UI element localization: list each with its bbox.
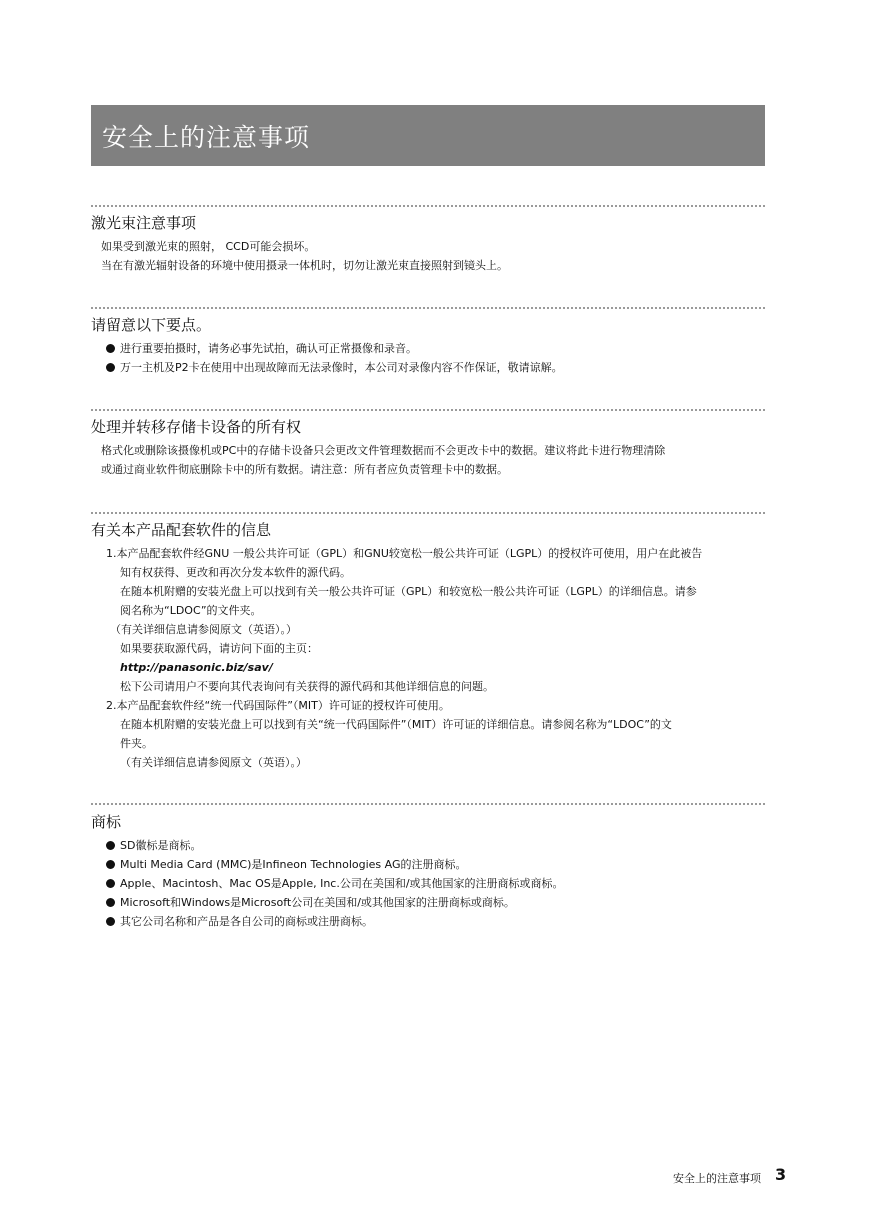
page-number: 3 bbox=[775, 1165, 787, 1184]
bullet-icon bbox=[106, 363, 115, 372]
software-line-3: 在随本机附赠的安装光盘上可以找到有关一般公共许可证（GPL）和较宽松一般公共许可证（LGPL）的详细信息。请参 bbox=[120, 585, 697, 598]
section-title-ownership: 处理并转移存储卡设备的所有权 bbox=[91, 418, 302, 436]
page-title: 安全上的注意事项 bbox=[102, 123, 311, 152]
section-divider bbox=[91, 409, 765, 411]
list-item: SD徽标是商标。 bbox=[106, 836, 564, 855]
source-code-link[interactable]: http://panasonic.biz/sav/ bbox=[120, 661, 273, 674]
list-item: 万一主机及P2卡在使用中出现故障而无法录像时，本公司对录像内容不作保证，敬请谅解。 bbox=[106, 358, 563, 377]
section-title-software: 有关本产品配套软件的信息 bbox=[91, 521, 272, 539]
section-title-notes: 请留意以下要点。 bbox=[91, 316, 212, 334]
laser-line-2: 当在有激光辐射设备的环境中使用摄录一体机时，切勿让激光束直接照射到镜头上。 bbox=[101, 259, 508, 272]
bullet-icon bbox=[106, 344, 115, 353]
bullet-icon bbox=[106, 917, 115, 926]
software-line-11: 件夹。 bbox=[120, 737, 153, 750]
trademarks-list bbox=[106, 836, 564, 931]
list-item: Microsoft和Windows是Microsoft公司在美国和/或其他国家的注册商标或商标。 bbox=[106, 893, 564, 912]
software-line-4: 阅名称为“LDOC”的文件夹。 bbox=[120, 604, 262, 617]
software-line-2: 知有权获得、更改和再次分发本软件的源代码。 bbox=[120, 566, 351, 579]
notes-list bbox=[106, 339, 563, 377]
ownership-line-1: 格式化或删除该摄像机或PC中的存储卡设备只会更改文件管理数据而不会更改卡中的数据。建议将此卡进行物理清除 bbox=[101, 444, 666, 457]
section-title-laser: 激光束注意事项 bbox=[91, 214, 197, 232]
section-divider bbox=[91, 205, 765, 207]
bullet-icon bbox=[106, 841, 115, 850]
software-line-1: 1.本产品配套软件经GNU 一般公共许可证（GPL）和GNU较宽松一般公共许可证（LGPL）的授权许可使用，用户在此被告 bbox=[106, 547, 703, 560]
bullet-icon bbox=[106, 898, 115, 907]
list-item: 其它公司名称和产品是各自公司的商标或注册商标。 bbox=[106, 912, 564, 931]
footer-section-label: 安全上的注意事项 bbox=[673, 1172, 761, 1185]
page-title-banner bbox=[91, 105, 765, 166]
ownership-line-2: 或通过商业软件彻底删除卡中的所有数据。请注意：所有者应负责管理卡中的数据。 bbox=[101, 463, 508, 476]
list-item: Multi Media Card (MMC)是Infineon Technologies AG的注册商标。 bbox=[106, 855, 564, 874]
software-line-5: （有关详细信息请参阅原文（英语）。） bbox=[110, 623, 297, 636]
software-line-8: 松下公司请用户不要向其代表询问有关获得的源代码和其他详细信息的问题。 bbox=[120, 680, 494, 693]
software-line-6: 如果要获取源代码，请访问下面的主页： bbox=[120, 642, 318, 655]
section-divider bbox=[91, 307, 765, 309]
list-item: Apple、Macintosh、Mac OS是Apple, Inc.公司在美国和/或其他国家的注册商标或商标。 bbox=[106, 874, 564, 893]
section-divider bbox=[91, 803, 765, 805]
section-divider bbox=[91, 512, 765, 514]
section-title-trademarks: 商标 bbox=[91, 813, 122, 831]
laser-line-1: 如果受到激光束的照射， CCD可能会损坏。 bbox=[101, 240, 316, 253]
bullet-icon bbox=[106, 860, 115, 869]
bullet-icon bbox=[106, 879, 115, 888]
software-line-12: （有关详细信息请参阅原文（英语）。） bbox=[120, 756, 307, 769]
software-line-9: 2.本产品配套软件经“统一代码国际件”（MIT）许可证的授权许可使用。 bbox=[106, 699, 450, 712]
list-item: 进行重要拍摄时，请务必事先试拍，确认可正常摄像和录音。 bbox=[106, 339, 563, 358]
software-line-10: 在随本机附赠的安装光盘上可以找到有关“统一代码国际件”（MIT）许可证的详细信息。请参阅名称为“LDOC”的文 bbox=[120, 718, 672, 731]
